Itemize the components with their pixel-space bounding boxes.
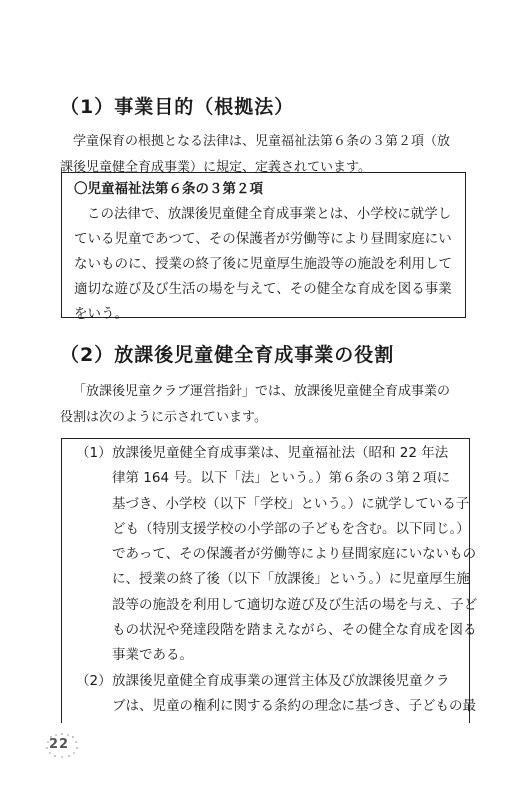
law-quote-line: この法律で、放課後児童健全育成事業とは、小学校に就学し xyxy=(87,206,452,222)
section1-intro-line: 課後児童健全育成事業）に規定、定義されています。 xyxy=(60,160,371,175)
guideline-item-line: 基づき、小学校（以下「学校」という。）に就学している子 xyxy=(112,495,470,512)
law-quote-box xyxy=(61,172,466,322)
guideline-item-line: に、授業の終了後（以下「放課後」という。）に児童厚生施 xyxy=(112,571,470,588)
guideline-item-number: （2） xyxy=(76,673,112,689)
section2-intro-line: 役割は次のように示されています。 xyxy=(60,410,267,425)
guideline-item-line: 事業である。 xyxy=(112,647,193,664)
section1-intro-line: 学童保育の根拠となる法律は、児童福祉法第６条の３第２項（放 xyxy=(73,134,451,149)
section1-heading: （1）事業目的（根拠法） xyxy=(60,96,295,118)
guideline-item-line: ブは、児童の権利に関する条約の理念に基づき、子どもの最 xyxy=(112,698,476,715)
guideline-item-line: もの状況や発達段階を踏まえながら、その健全な育成を図る xyxy=(112,622,477,639)
guideline-item-line: であって、その保護者が労働等により昼間家庭にいないもの xyxy=(112,546,477,563)
law-quote-line: ないものに、授業の終了後に児童厚生施設等の施設を利用して xyxy=(74,256,452,272)
law-quote-line: 適切な遊び及び生活の場を与えて、その健全な育成を図る事業 xyxy=(74,281,452,297)
guideline-item-line: 律第 164 号。以下「法」という。）第６条の３第２項に xyxy=(112,470,451,487)
guideline-quote-box xyxy=(61,438,478,723)
section2-heading: （2）放課後児童健全育成事業の役割 xyxy=(60,344,395,366)
section2-intro xyxy=(60,379,480,431)
law-quote-title: 〇児童福祉法第６条の３第２項 xyxy=(74,181,263,197)
page-number: 22 xyxy=(49,737,70,752)
guideline-item-line: 設等の施設を利用して適切な遊び及び生活の場を与え、子ど xyxy=(112,596,478,613)
law-quote-line: をいう。 xyxy=(74,306,128,322)
section2-intro-line: 「放課後児童クラブ運営指針」では、放課後児童健全育成事業の xyxy=(73,384,451,399)
law-quote-line: ている児童であつて、その保護者が労働等により昼間家庭にい xyxy=(74,231,452,247)
guideline-item-line: 放課後児童健全育成事業は、児童福祉法（昭和 22 年法 xyxy=(112,445,449,461)
guideline-item-line: ども（特別支援学校の小学部の子どもを含む。以下同じ。） xyxy=(112,520,470,537)
guideline-item-number: （1） xyxy=(76,445,112,461)
guideline-item-line: 放課後児童健全育成事業の運営主体及び放課後児童クラ xyxy=(112,673,450,689)
